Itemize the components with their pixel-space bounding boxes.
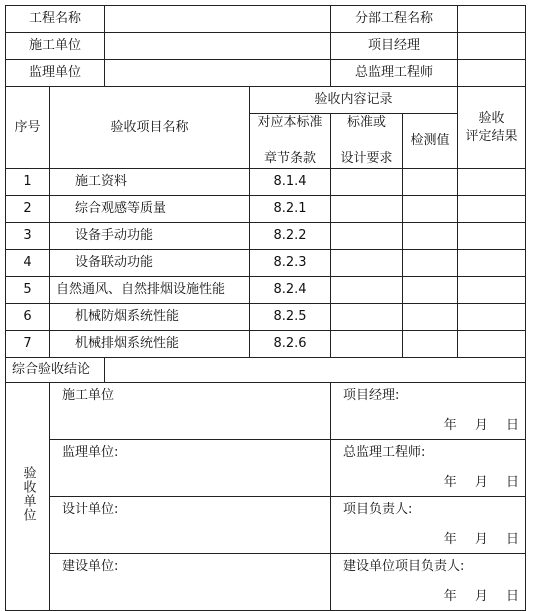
sub-project-value[interactable] <box>458 6 526 33</box>
signature-unit-label: 监理单位: <box>62 445 119 460</box>
col-test-value-header: 检测值 <box>403 114 458 169</box>
signature-date: 年 月 日 <box>443 589 520 604</box>
row-item-name: 自然通风、自然排烟设施性能 <box>50 277 250 304</box>
row-clause: 8.2.6 <box>250 331 331 358</box>
row-requirement-cell[interactable] <box>331 250 403 277</box>
conclusion-label: 综合验收结论 <box>6 358 105 383</box>
row-requirement-cell[interactable] <box>331 223 403 250</box>
row-test-value-cell[interactable] <box>403 331 458 358</box>
col-seq-header: 序号 <box>6 87 50 169</box>
col-result-header <box>458 87 526 169</box>
table-row <box>6 223 526 250</box>
col-result-line2: 评定结果 <box>465 128 518 144</box>
row-test-value-cell[interactable] <box>403 277 458 304</box>
signature-row <box>6 497 526 554</box>
chief-engineer-value[interactable] <box>458 60 526 87</box>
signature-person-label: 建设单位项目负责人: <box>343 559 465 574</box>
row-requirement-cell[interactable] <box>331 196 403 223</box>
row-seq: 2 <box>6 196 50 223</box>
acceptance-form-table <box>5 5 526 611</box>
signature-row <box>6 554 526 611</box>
signature-person-label: 项目经理: <box>343 388 400 403</box>
row-clause: 8.2.1 <box>250 196 331 223</box>
row-result-cell[interactable] <box>458 250 526 277</box>
row-item-name: 机械防烟系统性能 <box>50 304 250 331</box>
col-clause-header <box>250 114 331 169</box>
row-test-value-cell[interactable] <box>403 196 458 223</box>
row-result-cell[interactable] <box>458 331 526 358</box>
signature-person-cell[interactable] <box>331 497 526 554</box>
row-seq: 6 <box>6 304 50 331</box>
signature-person-label: 总监理工程师: <box>343 445 426 460</box>
row-seq: 7 <box>6 331 50 358</box>
acceptance-units-label-text: 验收单位 <box>20 465 36 522</box>
signature-unit-label: 建设单位: <box>62 559 119 574</box>
col-clause-line2: 章节条款 <box>264 151 317 166</box>
col-requirement-header <box>331 114 403 169</box>
header-row-supervision <box>6 60 526 87</box>
signature-unit-cell[interactable] <box>50 497 331 554</box>
signature-person-label: 项目负责人: <box>343 502 413 517</box>
row-clause: 8.2.2 <box>250 223 331 250</box>
signature-date: 年 月 日 <box>443 418 520 433</box>
signature-person-cell[interactable] <box>331 440 526 497</box>
row-seq: 5 <box>6 277 50 304</box>
table-row <box>6 169 526 196</box>
row-seq: 1 <box>6 169 50 196</box>
signature-date: 年 月 日 <box>443 475 520 490</box>
project-name-value[interactable] <box>105 6 331 33</box>
header-row-construction <box>6 33 526 60</box>
acceptance-units-side-label <box>6 383 50 611</box>
signature-unit-cell[interactable] <box>50 554 331 611</box>
table-row <box>6 331 526 358</box>
row-test-value-cell[interactable] <box>403 169 458 196</box>
chief-engineer-label: 总监理工程师 <box>331 60 458 87</box>
signature-unit-label: 施工单位 <box>62 388 115 403</box>
header-row-project <box>6 6 526 33</box>
conclusion-value[interactable] <box>105 358 526 383</box>
row-clause: 8.2.5 <box>250 304 331 331</box>
row-item-name: 机械排烟系统性能 <box>50 331 250 358</box>
signature-person-cell[interactable] <box>331 383 526 440</box>
row-test-value-cell[interactable] <box>403 223 458 250</box>
row-seq: 3 <box>6 223 50 250</box>
row-requirement-cell[interactable] <box>331 331 403 358</box>
table-row <box>6 250 526 277</box>
row-clause: 8.2.4 <box>250 277 331 304</box>
table-row <box>6 304 526 331</box>
project-manager-label: 项目经理 <box>331 33 458 60</box>
signature-person-cell[interactable] <box>331 554 526 611</box>
signature-date: 年 月 日 <box>443 532 520 547</box>
construction-unit-label: 施工单位 <box>6 33 105 60</box>
row-result-cell[interactable] <box>458 223 526 250</box>
col-requirement-line1: 标准或 <box>347 115 387 130</box>
signature-row <box>6 383 526 440</box>
sub-project-label: 分部工程名称 <box>331 6 458 33</box>
construction-unit-value[interactable] <box>105 33 331 60</box>
column-header-row-1 <box>6 87 526 114</box>
row-requirement-cell[interactable] <box>331 169 403 196</box>
table-row <box>6 277 526 304</box>
signature-unit-cell[interactable] <box>50 383 331 440</box>
row-clause: 8.2.3 <box>250 250 331 277</box>
col-record-group-header: 验收内容记录 <box>250 87 458 114</box>
col-clause-line1: 对应本标准 <box>257 115 323 130</box>
supervision-unit-value[interactable] <box>105 60 331 87</box>
row-item-name: 综合观感等质量 <box>50 196 250 223</box>
row-result-cell[interactable] <box>458 169 526 196</box>
row-test-value-cell[interactable] <box>403 250 458 277</box>
row-result-cell[interactable] <box>458 304 526 331</box>
col-requirement-line2: 设计要求 <box>340 151 393 166</box>
table-row <box>6 196 526 223</box>
row-requirement-cell[interactable] <box>331 304 403 331</box>
signature-unit-cell[interactable] <box>50 440 331 497</box>
row-seq: 4 <box>6 250 50 277</box>
row-requirement-cell[interactable] <box>331 277 403 304</box>
col-item-header: 验收项目名称 <box>50 87 250 169</box>
col-result-line1: 验收 <box>478 110 505 126</box>
signature-unit-label: 设计单位: <box>62 502 119 517</box>
signature-row <box>6 440 526 497</box>
supervision-unit-label: 监理单位 <box>6 60 105 87</box>
row-item-name: 设备手动功能 <box>50 223 250 250</box>
row-test-value-cell[interactable] <box>403 304 458 331</box>
row-clause: 8.1.4 <box>250 169 331 196</box>
row-item-name: 施工资料 <box>50 169 250 196</box>
project-name-label: 工程名称 <box>6 6 105 33</box>
row-result-cell[interactable] <box>458 277 526 304</box>
project-manager-value[interactable] <box>458 33 526 60</box>
row-item-name: 设备联动功能 <box>50 250 250 277</box>
conclusion-row <box>6 358 526 383</box>
row-result-cell[interactable] <box>458 196 526 223</box>
